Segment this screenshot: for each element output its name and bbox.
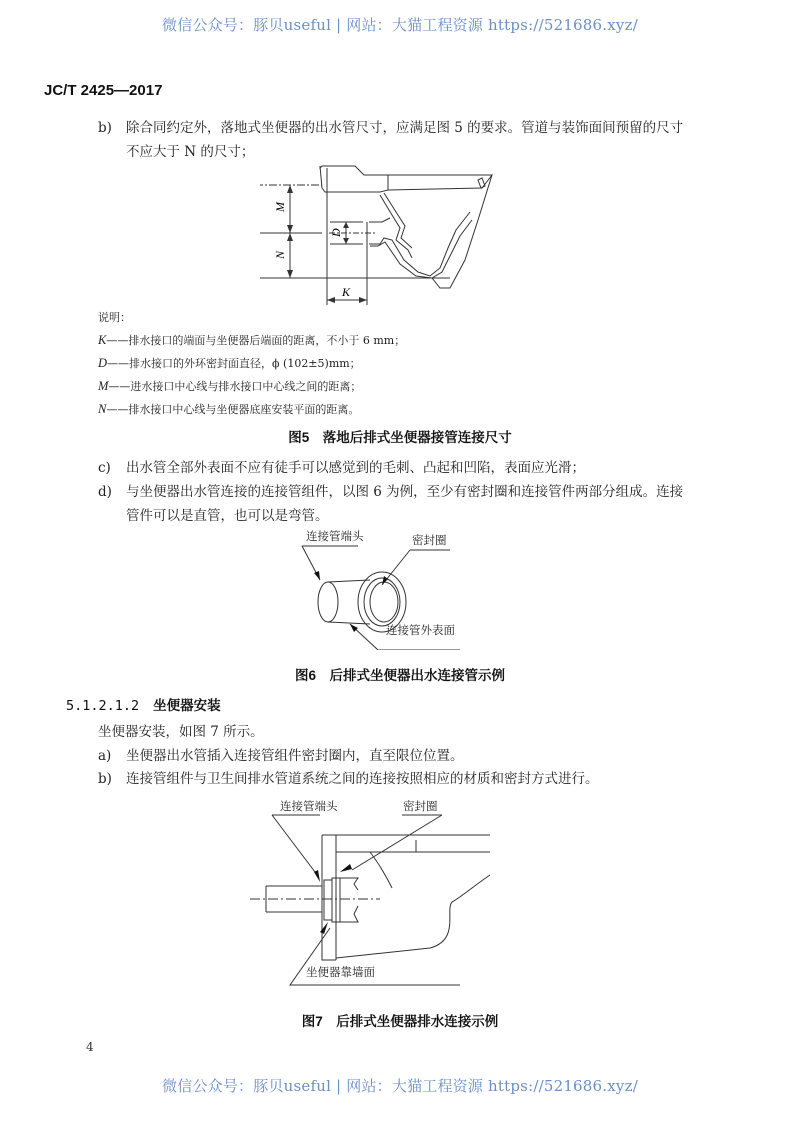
item-text: 连接管组件与卫生间排水管道系统之间的连接按照相应的材质和密封方式进行。	[126, 771, 599, 787]
section-number: 5.1.2.1.2	[66, 698, 140, 714]
figure6-caption: 图6 后排式坐便器出水连接管示例	[294, 668, 505, 683]
legend-item-d: D——排水接口的外环密封面直径，ϕ (102±5)mm；	[98, 356, 361, 370]
legend-title: 说明：	[98, 311, 131, 324]
dim-label-d: D	[329, 228, 343, 237]
watermark-bottom: 微信公众号：豚贝useful | 网站：大猫工程资源 https://521686.xyz/	[162, 1077, 638, 1095]
figure5-toilet-dimension-drawing	[260, 160, 500, 305]
dim-label-k: K	[342, 285, 351, 299]
fig6-label-seal-ring: 密封圈	[412, 533, 447, 547]
item-text: 与坐便器出水管连接的连接管组件，以图 6 为例，至少有密封圈和连接管件两部分组成。连接	[126, 484, 684, 500]
item-text: 除合同约定外，落地式坐便器的出水管尺寸，应满足图 5 的要求。管道与装饰面间预留的尺寸	[126, 120, 684, 136]
dim-label-m: M	[273, 202, 287, 212]
item-text: 出水管全部外表面不应有徒手可以感觉到的毛刺、凸起和凹陷，表面应光滑；	[126, 460, 585, 476]
section-intro: 坐便器安装，如图 7 所示。	[98, 724, 264, 740]
section-item-a	[98, 744, 758, 768]
item-label: c)	[98, 460, 111, 476]
item-label: b)	[98, 120, 112, 136]
legend-item-m: M——进水接口中心线与排水接口中心线之间的距离；	[98, 379, 362, 393]
item-label: d)	[98, 484, 112, 500]
item-text-cont: 不应大于 N 的尺寸；	[126, 144, 255, 160]
fig7-label-pipe-end: 连接管端头	[280, 799, 338, 813]
section-heading	[66, 694, 221, 714]
legend-item-n: N——排水接口中心线与坐便器底座安装平面的距离。	[98, 402, 360, 416]
figure6-connector-drawing	[290, 540, 490, 650]
item-label: b)	[98, 771, 112, 787]
dim-label-n: N	[273, 250, 287, 259]
item-label: a)	[98, 748, 112, 764]
figure5-legend	[98, 307, 405, 421]
list-item-d	[98, 480, 758, 528]
fig7-label-wall-face: 坐便器靠墙面	[306, 965, 375, 979]
item-text-cont: 管件可以是直管，也可以是弯管。	[126, 508, 329, 524]
standard-code: JC/T 2425—2017	[44, 82, 163, 99]
item-text: 坐便器出水管插入连接管组件密封圈内，直至限位位置。	[126, 748, 464, 764]
section-item-b	[98, 767, 758, 791]
section-title: 坐便器安装	[153, 698, 221, 713]
fig6-label-pipe-end: 连接管端头	[306, 529, 364, 543]
legend-item-k: K——排水接口的端面与坐便器后端面的距离，不小于 6 mm；	[98, 333, 406, 347]
list-item-c	[98, 456, 758, 480]
figure7-installation-drawing	[230, 810, 500, 990]
fig6-label-pipe-surface: 连接管外表面	[386, 623, 455, 637]
list-item-b	[98, 116, 758, 164]
fig7-label-seal-ring: 密封圈	[403, 799, 438, 813]
page-number: 4	[86, 1040, 94, 1054]
watermark-top: 微信公众号：豚贝useful | 网站：大猫工程资源 https://521686.xyz/	[162, 16, 638, 34]
figure7-caption: 图7 后排式坐便器排水连接示例	[301, 1014, 499, 1029]
figure5-caption: 图5 落地后排式坐便器接管连接尺寸	[288, 430, 512, 445]
